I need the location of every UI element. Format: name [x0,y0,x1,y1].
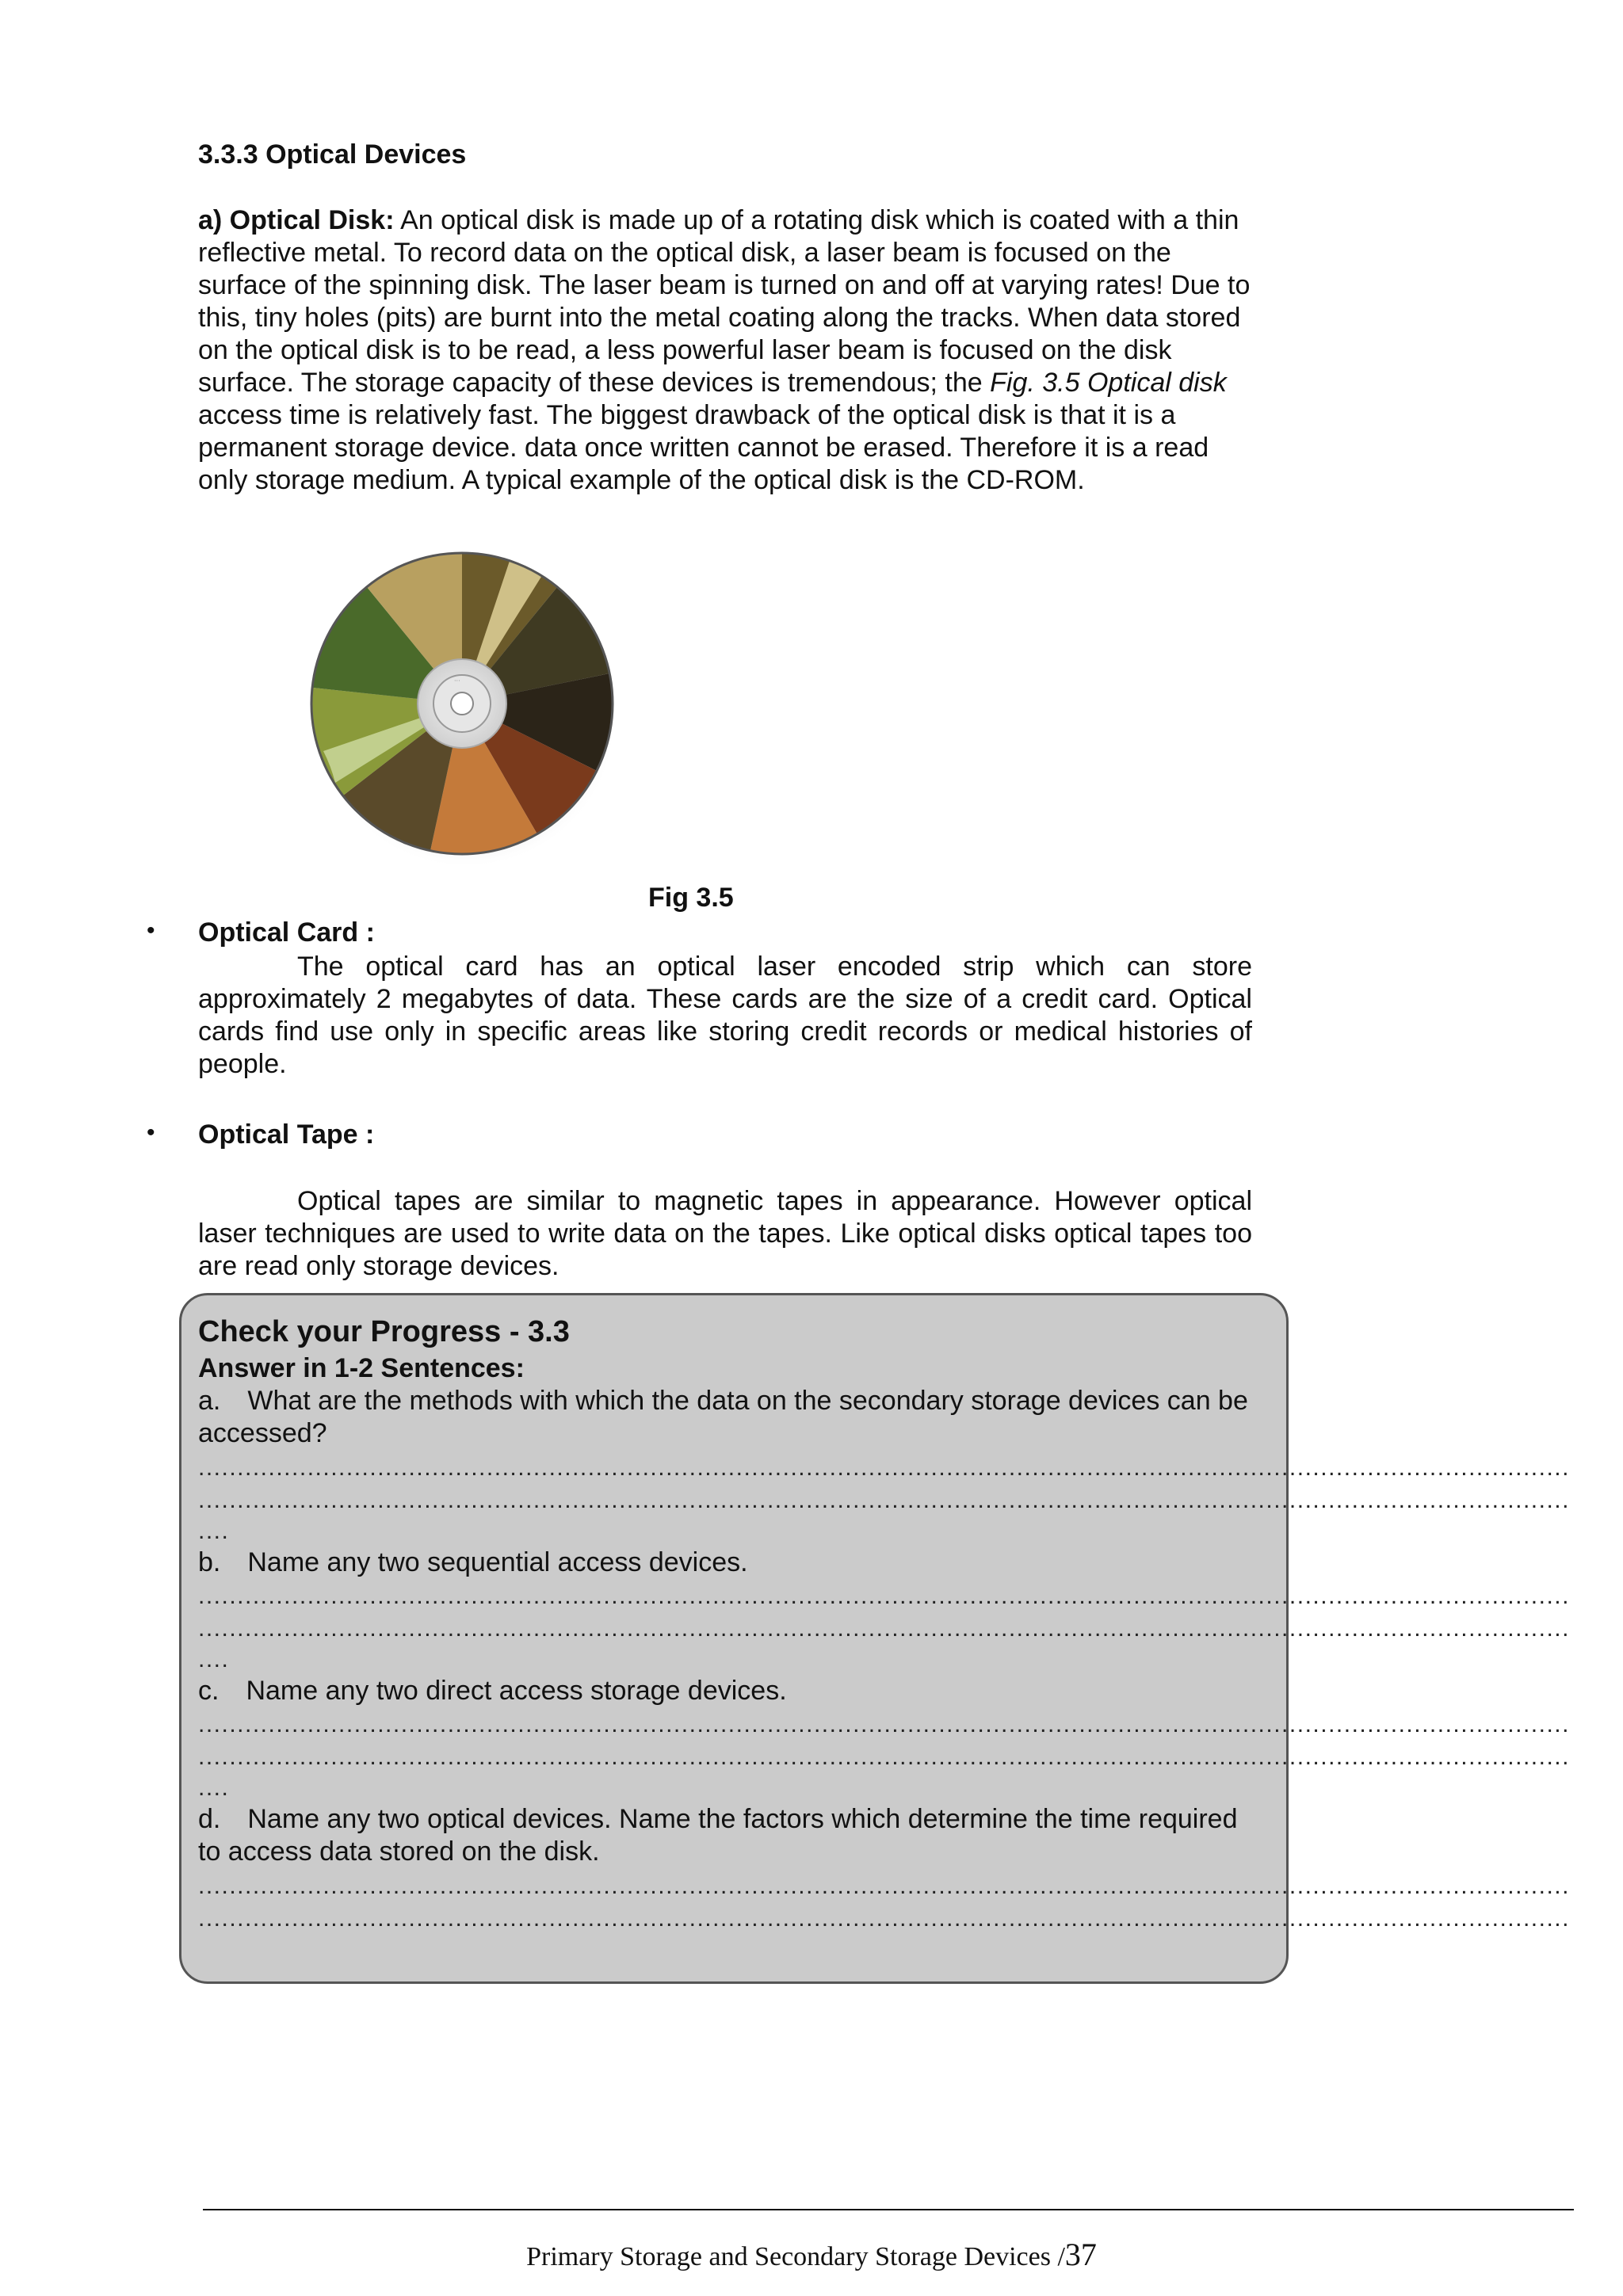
optical-tape-paragraph [198,1185,1252,1283]
optical-disk-paragraph [198,204,1252,497]
question-b: b. Name any two sequential access devices. [198,1547,748,1577]
footer-rule [203,2209,1574,2210]
optical-card-heading: Optical Card : [198,917,375,948]
answer-line[interactable]: ................................................................................................................................................................................ [198,1487,1570,1513]
footer-title: Primary Storage and Secondary Storage Devices / [526,2242,1065,2271]
question-d: d. Name any two optical devices. Name the factors which determine the time required to access data stored on the disk. [198,1804,1238,1867]
optical-disk-label: a) Optical Disk: [198,205,395,235]
answer-line-short: .... [198,1775,230,1801]
optical-card-paragraph [198,951,1252,1081]
optical-card-text: The optical card has an optical laser encoded strip which can store approximately 2 megabytes of data. These cards are the size of a credit card. Optical cards find use only in specific areas like storing credit records or medical histories of people. [198,952,1252,1079]
figure-caption: Fig 3.5 [648,883,734,913]
optical-tape-text: Optical tapes are similar to magnetic tapes in appearance. However optical laser techniques are used to write data on the tapes. Like optical disks optical tapes too are read only storage devices. [198,1186,1252,1281]
answer-line[interactable]: ................................................................................................................................................................................ [198,1744,1570,1770]
section-title: 3.3.3 Optical Devices [198,139,467,170]
answer-line[interactable]: ................................................................................................................................................................................ [198,1711,1570,1737]
optical-disk-text-2: access time is relatively fast. The biggest drawback of the optical disk is that it is a permanent storage device. data once written cannot be erased. Therefore it is a read only storage medium. A typical example of the optical disk is the CD-ROM. [198,400,1209,495]
figure-reference: Fig. 3.5 Optical disk [990,368,1227,398]
question-c: c. Name any two direct access storage devices. [198,1676,787,1706]
optical-tape-heading: Optical Tape : [198,1119,375,1150]
optical-disk-text-1: An optical disk is made up of a rotating disk which is coated with a thin reflective metal. To record data on the optical disk, a laser beam is focused on the surface of the spinning disk. The laser beam is turned on and off at varying rates! Due to this, tiny holes (pits) are burnt into the metal coating along the tracks. When data stored on the optical disk is to be read, a less powerful laser beam is focused on the disk surface. The storage capacity of these devices is tremendous; the [198,205,1251,398]
page-number: 37 [1064,2237,1097,2272]
answer-line[interactable]: ................................................................................................................................................................................ [198,1615,1570,1642]
answer-line[interactable]: ................................................................................................................................................................................ [198,1905,1570,1932]
optical-card-bullet: • [147,917,155,944]
page-footer [0,2236,1623,2273]
progress-title: Check your Progress - 3.3 [198,1315,570,1348]
answer-line[interactable]: ................................................................................................................................................................................ [198,1873,1570,1899]
answer-line[interactable]: ................................................................................................................................................................................ [198,1583,1570,1609]
answer-line-short: .... [198,1518,230,1544]
progress-subtitle: Answer in 1-2 Sentences: [198,1353,525,1383]
question-a: a. What are the methods with which the data on the secondary storage devices can be accessed? [198,1386,1248,1448]
disc-label-text: ··· [454,677,460,685]
answer-line[interactable]: ................................................................................................................................................................................ [198,1455,1570,1481]
answer-line-short: .... [198,1646,230,1672]
optical-tape-bullet: • [147,1119,155,1146]
optical-disc-image [307,553,617,870]
